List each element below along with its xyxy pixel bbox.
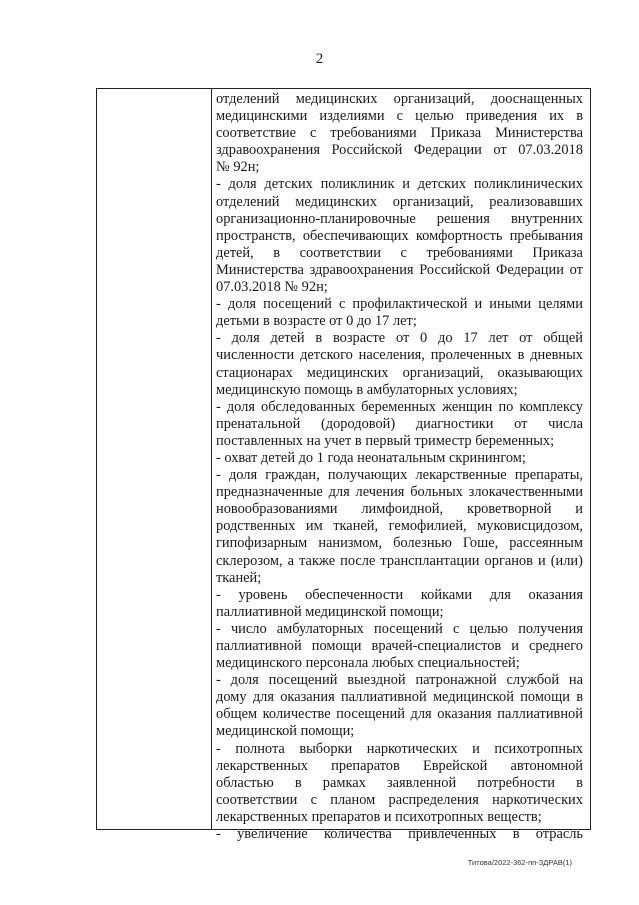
word: новообразованиями bbox=[216, 501, 338, 518]
word: выездной bbox=[347, 672, 406, 689]
word: в bbox=[273, 244, 281, 261]
word: количества bbox=[323, 826, 392, 843]
word: до bbox=[438, 330, 453, 347]
text-line bbox=[216, 399, 583, 416]
word: органов bbox=[484, 552, 533, 569]
word: реализовавших bbox=[489, 193, 583, 210]
word: целью bbox=[415, 108, 454, 125]
word: - bbox=[216, 176, 221, 193]
word: им bbox=[305, 518, 323, 535]
text-line bbox=[216, 553, 583, 570]
text-line: 07.03.2018 № 92н; bbox=[216, 279, 328, 296]
word: оказывающих bbox=[497, 364, 583, 381]
word: профилактической bbox=[352, 296, 468, 313]
word: соответствии bbox=[216, 791, 298, 808]
word: для bbox=[410, 706, 432, 723]
text-line bbox=[216, 792, 583, 809]
word: доля bbox=[228, 467, 258, 484]
word: с bbox=[400, 244, 407, 261]
word: лимфоидной, bbox=[361, 501, 444, 518]
word: 07.03.2018 bbox=[518, 142, 583, 159]
text-line bbox=[216, 176, 583, 193]
word: посещений bbox=[336, 706, 405, 723]
text-line: поставленных на учет в первый триместр беременных; bbox=[216, 432, 555, 449]
word: препаратов bbox=[331, 757, 400, 774]
word: койками bbox=[420, 586, 473, 603]
word: медицинских bbox=[295, 193, 377, 210]
word: с bbox=[396, 108, 404, 125]
text-line bbox=[216, 621, 583, 638]
word: целью bbox=[469, 620, 509, 637]
word: в bbox=[576, 774, 583, 791]
text-line bbox=[216, 194, 583, 211]
word: решения bbox=[436, 210, 490, 227]
word: (или) bbox=[550, 552, 583, 569]
word: для bbox=[252, 689, 274, 706]
text-line bbox=[216, 706, 583, 723]
word: привлеченных bbox=[408, 826, 497, 843]
word: среднего bbox=[529, 638, 583, 654]
word: доля bbox=[230, 672, 259, 689]
word: организаций, bbox=[402, 364, 484, 381]
word: планом bbox=[330, 791, 376, 808]
word: патронажной bbox=[415, 672, 497, 689]
word: обследованных bbox=[261, 398, 356, 415]
word: комфортность bbox=[415, 227, 503, 244]
word: дому bbox=[216, 689, 247, 706]
word: медицинских bbox=[295, 91, 378, 107]
word: посещений bbox=[268, 672, 338, 689]
word: пространств, bbox=[216, 227, 296, 244]
word: злокачественными bbox=[468, 484, 583, 501]
text-line bbox=[216, 518, 583, 535]
word: увеличение bbox=[237, 826, 308, 843]
word: здравоохранения bbox=[309, 261, 414, 278]
word: в bbox=[512, 826, 520, 843]
page-number: 2 bbox=[315, 51, 324, 67]
word: в bbox=[517, 347, 525, 364]
text-line bbox=[216, 672, 583, 689]
word: паллиативной bbox=[216, 638, 302, 654]
text-line bbox=[216, 108, 583, 125]
word: поликлиник bbox=[320, 176, 395, 193]
word: рамках bbox=[322, 774, 366, 791]
word: отделений bbox=[216, 91, 280, 107]
word: по bbox=[498, 398, 514, 415]
table-content-column bbox=[216, 91, 583, 843]
word: дооснащенных bbox=[490, 91, 583, 107]
word: отделений bbox=[216, 193, 280, 210]
word: наркотических bbox=[492, 791, 583, 808]
word: автономной bbox=[510, 757, 583, 774]
word: приведения bbox=[465, 108, 538, 125]
word: получающих bbox=[327, 467, 408, 484]
word: - bbox=[216, 672, 221, 689]
word: препараты, bbox=[514, 467, 583, 484]
text-line bbox=[216, 365, 583, 382]
word: с bbox=[338, 296, 346, 313]
word: выборки bbox=[299, 740, 353, 757]
word: детского bbox=[300, 347, 353, 364]
word: распределения bbox=[388, 791, 479, 808]
word: доля bbox=[226, 398, 255, 415]
word: Российской bbox=[331, 142, 403, 159]
text-line bbox=[216, 826, 583, 843]
word: от bbox=[514, 415, 528, 432]
word: - bbox=[216, 620, 221, 637]
word: для bbox=[328, 484, 350, 501]
word: Российской bbox=[419, 261, 491, 278]
text-line: тканей; bbox=[216, 569, 262, 586]
word: пролеченных bbox=[430, 347, 512, 364]
word: детских bbox=[417, 176, 467, 193]
text-line: медицинской помощи; bbox=[216, 723, 355, 740]
word: склерозом, bbox=[216, 552, 283, 569]
word: - bbox=[216, 826, 221, 843]
text-line bbox=[216, 245, 583, 262]
word: - bbox=[216, 740, 221, 757]
word: в bbox=[576, 689, 583, 706]
word: Министерства bbox=[216, 261, 304, 278]
text-line bbox=[216, 689, 583, 706]
word: Приказа bbox=[430, 125, 482, 142]
word: лечения bbox=[355, 484, 405, 501]
text-line bbox=[216, 296, 583, 313]
document-table bbox=[96, 88, 591, 843]
word: нанизмом, bbox=[318, 535, 383, 552]
word: обеспечивающих bbox=[302, 227, 409, 244]
word: организаций, bbox=[392, 193, 474, 210]
text-line: медицинского персонала любых специальностей; bbox=[216, 655, 520, 672]
word: лекарственных bbox=[216, 757, 308, 774]
word: здравоохранения bbox=[216, 142, 320, 159]
text-line bbox=[216, 638, 583, 655]
word: трансплантации bbox=[380, 552, 480, 569]
word: и bbox=[474, 296, 483, 313]
word: с bbox=[310, 791, 317, 808]
text-line bbox=[216, 484, 583, 501]
word: от bbox=[395, 330, 410, 347]
word: дневных bbox=[530, 347, 583, 364]
word: соответствие bbox=[216, 125, 296, 142]
word: и bbox=[575, 501, 583, 518]
word: оказания bbox=[437, 706, 492, 723]
word: и bbox=[511, 638, 519, 654]
word: в bbox=[294, 774, 302, 791]
word: - bbox=[216, 398, 221, 415]
word: помощи bbox=[520, 689, 570, 706]
word: диагностики bbox=[415, 415, 494, 432]
word: Приказа bbox=[532, 244, 583, 261]
word: 17 bbox=[463, 330, 478, 347]
word: доля bbox=[227, 296, 257, 313]
word: численности bbox=[216, 347, 295, 364]
word: оказания bbox=[280, 689, 335, 706]
word: - bbox=[216, 586, 221, 603]
word: наркотических bbox=[366, 740, 458, 757]
word: - bbox=[216, 467, 221, 484]
document-footer-code: Титова/2022-362-пп-ЗДРАВ(1) bbox=[467, 858, 572, 867]
word: детей bbox=[270, 330, 305, 347]
word: детей, bbox=[216, 244, 254, 261]
word: пребывания bbox=[509, 227, 583, 244]
word: граждан, bbox=[265, 467, 320, 484]
word: гемофилией, bbox=[388, 518, 467, 535]
word: тканей, bbox=[333, 518, 379, 535]
word: Федерации bbox=[413, 142, 482, 159]
word: психотропных bbox=[494, 740, 583, 757]
word: число bbox=[230, 620, 267, 637]
word: после bbox=[340, 552, 376, 569]
word: медицинскими bbox=[216, 108, 308, 125]
word: количестве bbox=[262, 706, 331, 723]
word: оказания bbox=[528, 586, 583, 603]
word: от bbox=[569, 261, 583, 278]
text-line bbox=[216, 416, 583, 433]
text-line bbox=[216, 262, 583, 279]
word: общем bbox=[216, 706, 258, 723]
word: Еврейской bbox=[422, 757, 488, 774]
word: областью bbox=[216, 774, 274, 791]
word: потребности bbox=[477, 774, 556, 791]
word: посещений bbox=[374, 620, 443, 637]
text-line bbox=[216, 211, 583, 228]
word: Гоше, bbox=[462, 535, 499, 552]
word: организаций, bbox=[393, 91, 475, 107]
word: доля bbox=[231, 330, 260, 347]
word: с bbox=[309, 125, 317, 142]
word: помощи bbox=[311, 638, 362, 654]
word: в bbox=[576, 108, 583, 125]
word: и bbox=[537, 552, 546, 569]
word: комплексу bbox=[519, 398, 583, 415]
word: уровень bbox=[238, 586, 288, 603]
table-left-column bbox=[97, 89, 212, 829]
word: муковисцидозом, bbox=[477, 518, 583, 535]
word: на bbox=[568, 672, 583, 689]
word: населения, bbox=[358, 347, 425, 364]
word: от bbox=[493, 142, 507, 159]
word: поликлинических bbox=[473, 176, 583, 193]
word: - bbox=[216, 296, 221, 313]
word: родственных bbox=[216, 518, 296, 535]
text-line bbox=[216, 347, 583, 364]
word: рассеянным bbox=[509, 535, 583, 552]
word: медицинской bbox=[432, 689, 514, 706]
word: лекарственные bbox=[415, 467, 507, 484]
word: Федерации bbox=[495, 261, 564, 278]
text-line bbox=[216, 741, 583, 758]
word: больных bbox=[410, 484, 463, 501]
word: детских bbox=[264, 176, 313, 193]
word: беременных bbox=[361, 398, 437, 415]
word: также bbox=[299, 552, 336, 569]
word: с bbox=[452, 620, 460, 637]
word: требованиями bbox=[330, 125, 417, 142]
text-line bbox=[216, 758, 583, 775]
word: обеспеченности bbox=[305, 586, 404, 603]
word: и bbox=[402, 176, 410, 193]
word: пренатальной bbox=[216, 415, 301, 432]
text-line: детьми в возрасте от 0 до 17 лет; bbox=[216, 313, 417, 330]
text-line bbox=[216, 91, 583, 108]
word: службой bbox=[506, 672, 560, 689]
word: женщин bbox=[442, 398, 493, 415]
text-line: паллиативной медицинской помощи; bbox=[216, 603, 444, 620]
text-line bbox=[216, 501, 583, 518]
word: от bbox=[519, 330, 533, 347]
word: отрасль bbox=[535, 826, 583, 843]
text-line bbox=[216, 587, 583, 604]
text-line: лекарственных препаратов и психотропных веществ; bbox=[216, 808, 542, 825]
text-line bbox=[216, 228, 583, 245]
word: их bbox=[549, 108, 565, 125]
word: (дородовой) bbox=[320, 415, 396, 432]
text-line: № 92н; bbox=[216, 159, 260, 176]
word: организационно-планировочные bbox=[216, 210, 416, 227]
word: врачей-специалистов bbox=[371, 638, 502, 654]
word: для bbox=[489, 586, 511, 603]
word: медицинских bbox=[306, 364, 389, 381]
text-line bbox=[216, 775, 583, 792]
word: предназначенные bbox=[216, 484, 323, 501]
word: кроветворной bbox=[466, 501, 552, 518]
word: целями bbox=[538, 296, 583, 313]
word: заявленной bbox=[386, 774, 457, 791]
word: амбулаторных bbox=[276, 620, 364, 637]
word: болезнью bbox=[393, 535, 452, 552]
word: соответствии bbox=[299, 244, 381, 261]
text-line bbox=[216, 330, 583, 347]
word: паллиативной bbox=[340, 689, 427, 706]
text-line bbox=[216, 142, 583, 159]
word: изделиями bbox=[319, 108, 385, 125]
text-line: медицинскую помощь в амбулаторных условиях; bbox=[216, 381, 518, 398]
word: в bbox=[315, 330, 323, 347]
word: и bbox=[472, 740, 480, 757]
word: лет bbox=[488, 330, 509, 347]
word: возрасте bbox=[332, 330, 386, 347]
word: - bbox=[216, 330, 221, 347]
word: гипофизарным bbox=[216, 535, 308, 552]
word: требованиями bbox=[426, 244, 513, 261]
word: полнота bbox=[235, 740, 285, 757]
word: а bbox=[287, 552, 295, 569]
word: паллиативной bbox=[497, 706, 583, 723]
word: стационарах bbox=[216, 364, 293, 381]
text-line bbox=[216, 535, 583, 552]
text-line bbox=[216, 467, 583, 484]
word: числа bbox=[548, 415, 583, 432]
text-line: - охват детей до 1 года неонатальным скринингом; bbox=[216, 449, 526, 466]
word: внутренних bbox=[510, 210, 583, 227]
word: иными bbox=[489, 296, 532, 313]
word: общей bbox=[543, 330, 583, 347]
word: посещений bbox=[263, 296, 332, 313]
word: Министерства bbox=[495, 125, 583, 142]
text-line bbox=[216, 125, 583, 142]
word: получения bbox=[518, 620, 583, 637]
word: доля bbox=[228, 176, 257, 193]
word: 0 bbox=[420, 330, 428, 347]
